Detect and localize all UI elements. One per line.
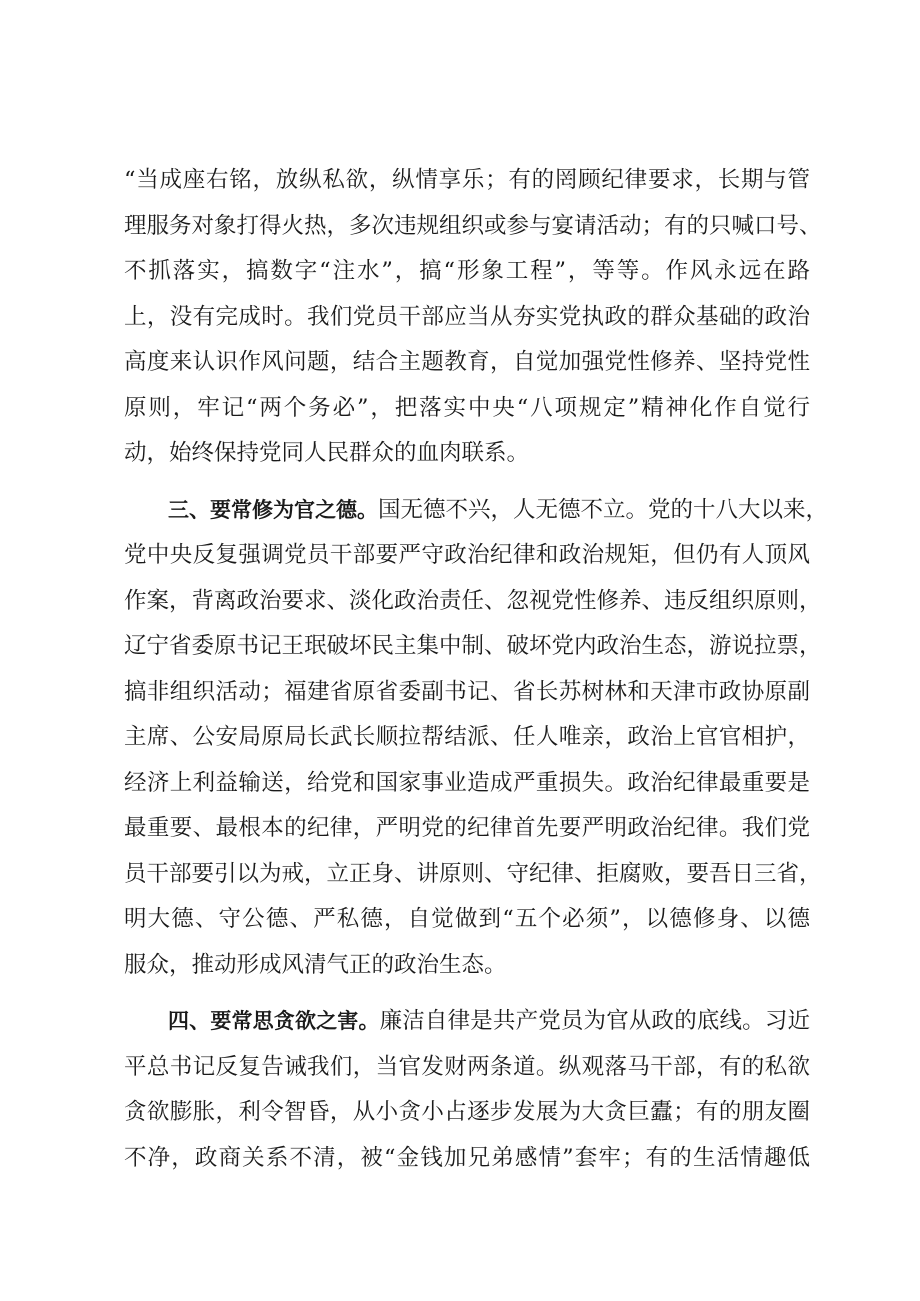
text-line: 原则，牢记“两个务必”，把落实中央“八项规定”精神化作自觉行: [124, 394, 810, 421]
paragraph-3: [124, 999, 810, 1181]
text-line: 贪欲膨胀，利令智昏，从小贪小占逐步发展为大贪巨蠹；有的朋友圈: [124, 1099, 810, 1125]
text-line: “当成座右铭，放纵私欲，纵情享乐；有的罔顾纪律要求，长期与管: [124, 167, 810, 193]
text-line: 作案，背离政治要求、淡化政治责任、忽视党性修养、违反组织原则，: [124, 587, 822, 614]
text-line: 主席、公安局原局长武长顺拉帮结派、任人唯亲，政治上官官相护，: [124, 724, 810, 750]
text-line: 不抓落实，搞数字“注水”，搞“形象工程”，等等。作风永远在路: [124, 258, 810, 284]
text-line: 高度来认识作风问题，结合主题教育，自觉加强党性修养、坚持党性: [124, 349, 810, 375]
text-line: 明大德、守公德、严私德，自觉做到“五个必须”，以德修身、以德: [124, 906, 810, 932]
text-line: 理服务对象打得火热，多次违规组织或参与宴请活动；有的只喊口号、: [124, 212, 822, 239]
section-heading-4: 四、要常思贪欲之害。: [168, 1009, 380, 1033]
text-line: 党中央反复强调党员干部要严守政治纪律和政治规矩，但仍有人顶风: [124, 542, 810, 568]
paragraph-1: [124, 158, 822, 477]
text-line: 平总书记反复告诫我们，当官发财两条道。纵观落马干部，有的私欲: [124, 1053, 810, 1080]
text-span: 廉洁自律是共产党员为官从政的底线。习近: [379, 1008, 810, 1034]
text-line: [124, 488, 829, 534]
text-span: 国无德不兴，人无德不立。党的十八大以来，: [378, 496, 829, 523]
text-line: 员干部要引以为戒，立正身、讲原则、守纪律、拒腐败，要吾日三省，: [124, 860, 822, 887]
text-line: 不净，政商关系不清，被“金钱加兄弟感情”套牢；有的生活情趣低: [124, 1144, 810, 1171]
paragraph-gap: [124, 477, 810, 488]
text-line: 服众，推动形成风清气正的政治生态。: [124, 951, 507, 978]
text-line: 经济上利益输送，给党和国家事业造成严重损失。政治纪律最重要是: [124, 769, 810, 796]
text-line: 最重要、最根本的纪律，严明党的纪律首先要严明政治纪律。我们党: [124, 815, 810, 841]
text-line: [124, 999, 810, 1045]
text-line: 辽宁省委原书记王珉破坏民主集中制、破坏党内政治生态，游说拉票，: [124, 633, 822, 659]
document-body: [124, 158, 829, 1181]
section-heading-3: 三、要常修为官之德。: [168, 497, 378, 522]
text-line: 搞非组织活动；福建省原省委副书记、省长苏树林和天津市政协原副: [124, 678, 810, 705]
paragraph-2: [124, 488, 829, 989]
paragraph-gap: [124, 988, 810, 999]
text-line: 动，始终保持党同人民群众的血肉联系。: [124, 440, 530, 466]
text-line: 上，没有完成时。我们党员干部应当从夯实党执政的群众基础的政治: [124, 303, 810, 330]
